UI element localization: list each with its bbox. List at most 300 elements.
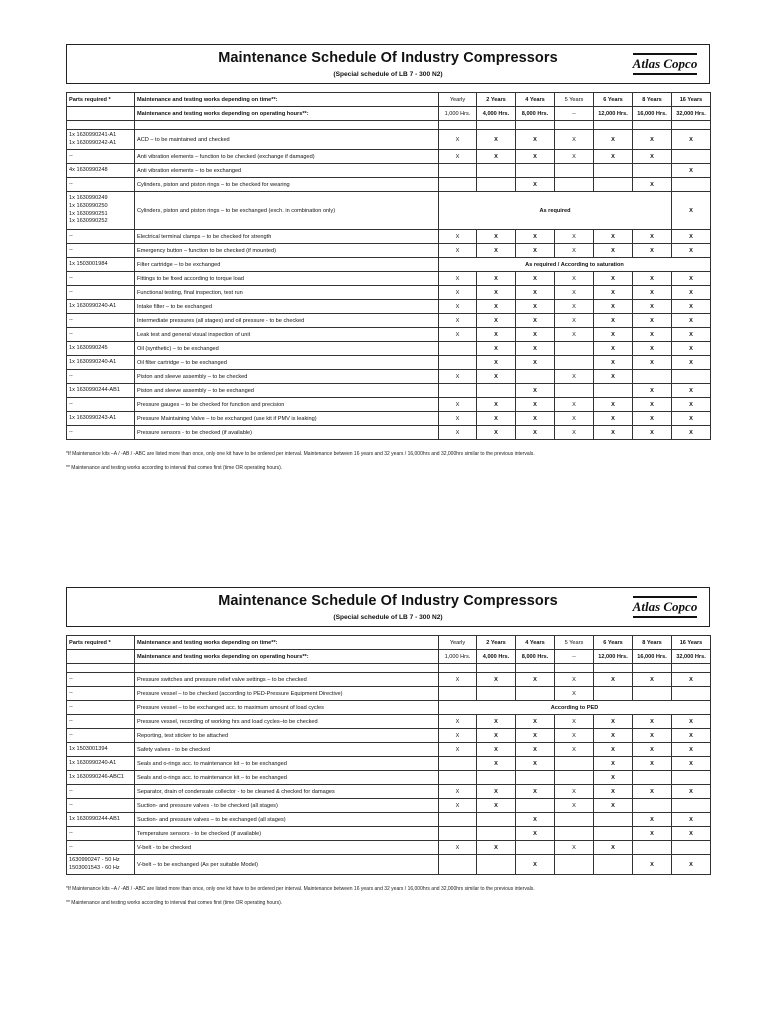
part-number: --: [69, 428, 73, 435]
mark-cell: X: [516, 827, 555, 841]
table-row: [67, 398, 711, 412]
hours-cell: 4,000 Hrs.: [477, 650, 516, 664]
hours-header: Maintenance and testing works depending on operating hours**:: [135, 107, 439, 121]
parts-cell: [67, 687, 135, 701]
parts-cell: [67, 673, 135, 687]
task-cell: Reporting, test sticker to be attached: [135, 729, 439, 743]
part-number: --: [69, 689, 73, 696]
mark-cell: X: [439, 412, 477, 426]
mark-cell: X: [477, 150, 516, 164]
mark-cell: X: [594, 771, 633, 785]
table-row: [67, 757, 711, 771]
mark-cell: X: [439, 328, 477, 342]
table-row: [67, 150, 711, 164]
mark-cell: X: [516, 314, 555, 328]
mark-cell: X: [555, 150, 594, 164]
task-cell: Pressure sensors - to be checked (if available): [135, 426, 439, 440]
mark-cell: X: [633, 356, 672, 370]
mark-cell: [633, 370, 672, 384]
hours-cell: 8,000 Hrs.: [516, 650, 555, 664]
mark-cell: X: [594, 244, 633, 258]
footnote-interval: ** Maintenance and testing works according to interval that comes first (time OR operating hours).: [66, 465, 283, 471]
interval-header: 5 Years: [555, 636, 594, 650]
parts-cell: [67, 729, 135, 743]
parts-cell: [67, 286, 135, 300]
parts-header-blank: [67, 650, 135, 664]
mark-cell: [439, 687, 477, 701]
mark-cell: X: [477, 314, 516, 328]
interval-header: 16 Years: [672, 636, 711, 650]
mark-cell: X: [516, 300, 555, 314]
part-number: --: [69, 717, 73, 724]
task-cell: Pressure vessel, recording of working hrs and load cycles–to be checked: [135, 715, 439, 729]
mark-cell: X: [439, 743, 477, 757]
mark-cell: [516, 799, 555, 813]
atlas-copco-logo: Atlas Copco: [625, 593, 705, 621]
task-cell: Pressure vessel – to be checked (according to PED-Pressure Equipment Directive): [135, 687, 439, 701]
mark-cell: X: [516, 757, 555, 771]
header-row-hours: [67, 650, 711, 664]
parts-cell: [67, 258, 135, 272]
mark-cell: X: [633, 286, 672, 300]
mark-cell: [439, 164, 477, 178]
mark-cell: [594, 827, 633, 841]
mark-cell: X: [477, 673, 516, 687]
part-number: 1x 1630990250: [69, 202, 108, 209]
parts-cell: [67, 150, 135, 164]
mark-cell: X: [439, 150, 477, 164]
part-number: 1x 1630990241-A1: [69, 131, 117, 138]
part-number: --: [69, 274, 73, 281]
task-cell: Pressure switches and pressure relief valve settings – to be checked: [135, 673, 439, 687]
task-cell: Seals and o-rings acc. to maintenance kit – to be exchanged: [135, 757, 439, 771]
mark-cell: X: [633, 729, 672, 743]
mark-cell: X: [672, 384, 711, 398]
mark-cell: X: [633, 426, 672, 440]
mark-cell: X: [516, 412, 555, 426]
maintenance-table: [66, 92, 711, 440]
mark-cell: [516, 771, 555, 785]
mark-cell: X: [516, 729, 555, 743]
mark-cell: X: [477, 757, 516, 771]
mark-cell: X: [672, 855, 711, 875]
interval-header: 6 Years: [594, 93, 633, 107]
interval-header: 6 Years: [594, 636, 633, 650]
mark-cell: X: [594, 715, 633, 729]
header-row-time: [67, 636, 711, 650]
part-number: 1x 1630990243-A1: [69, 414, 117, 421]
mark-cell: X: [516, 286, 555, 300]
mark-cell: [555, 813, 594, 827]
mark-cell: [672, 771, 711, 785]
mark-cell: X: [516, 855, 555, 875]
task-cell: Cylinders, piston and piston rings – to be exchanged (exch. in combination only): [135, 192, 439, 230]
part-number: --: [69, 316, 73, 323]
mark-cell: X: [439, 785, 477, 799]
mark-cell: X: [672, 272, 711, 286]
mark-cell: [477, 384, 516, 398]
mark-cell: X: [594, 150, 633, 164]
part-number: 1x 1630990249: [69, 195, 108, 202]
table-row: [67, 230, 711, 244]
mark-cell: X: [594, 743, 633, 757]
mark-cell: X: [477, 412, 516, 426]
mark-cell: X: [633, 715, 672, 729]
mark-cell: X: [477, 328, 516, 342]
mark-cell: X: [633, 314, 672, 328]
part-number: --: [69, 232, 73, 239]
mark-cell: [555, 164, 594, 178]
mark-cell: [633, 771, 672, 785]
mark-cell: X: [516, 328, 555, 342]
table-row: [67, 178, 711, 192]
time-header: Maintenance and testing works depending on time**:: [135, 93, 439, 107]
mark-cell: X: [594, 841, 633, 855]
mark-cell: X: [555, 230, 594, 244]
mark-cell: X: [633, 272, 672, 286]
mark-cell: X: [477, 370, 516, 384]
part-number: --: [69, 843, 73, 850]
table-row: [67, 192, 711, 230]
table-row: [67, 855, 711, 875]
table-row: [67, 272, 711, 286]
parts-header: Parts required *: [67, 93, 135, 107]
mark-cell: X: [594, 785, 633, 799]
mark-cell: X: [672, 300, 711, 314]
part-number: 1x 1630990246-ABC1: [69, 773, 125, 780]
mark-cell: X: [439, 300, 477, 314]
mark-cell: X: [477, 799, 516, 813]
mark-cell: X: [555, 715, 594, 729]
task-cell: Pressure gauges – to be checked for function and precision: [135, 398, 439, 412]
mark-cell: X: [439, 841, 477, 855]
mark-cell: X: [555, 130, 594, 150]
mark-cell: [633, 841, 672, 855]
table-row: [67, 300, 711, 314]
part-number: 1x 1503001984: [69, 260, 108, 267]
mark-cell: X: [555, 286, 594, 300]
mark-cell: X: [439, 314, 477, 328]
hours-cell: 32,000 Hrs.: [672, 650, 711, 664]
mark-cell: X: [633, 855, 672, 875]
task-cell: Anti vibration elements – function to be checked (exchange if damaged): [135, 150, 439, 164]
mark-cell: X: [477, 272, 516, 286]
task-cell: Piston and sleeve assembly – to be exchanged: [135, 384, 439, 398]
spacer-row: [67, 664, 711, 673]
mark-cell: X: [633, 342, 672, 356]
parts-cell: [67, 757, 135, 771]
mark-cell: [477, 855, 516, 875]
mark-cell: X: [633, 412, 672, 426]
mark-cell: X: [477, 715, 516, 729]
parts-cell: [67, 164, 135, 178]
part-number: --: [69, 246, 73, 253]
mark-cell: X: [439, 398, 477, 412]
mark-cell: X: [594, 757, 633, 771]
parts-cell: [67, 715, 135, 729]
parts-cell: [67, 813, 135, 827]
parts-cell: [67, 743, 135, 757]
time-header: Maintenance and testing works depending on time**:: [135, 636, 439, 650]
hours-cell: 4,000 Hrs.: [477, 107, 516, 121]
span-note-cell: According to PED: [439, 701, 711, 715]
part-number: 1x 1630990244-AB1: [69, 815, 121, 822]
mark-cell: X: [555, 687, 594, 701]
mark-cell: X: [672, 286, 711, 300]
part-number: --: [69, 372, 73, 379]
mark-cell: X: [633, 300, 672, 314]
part-number: --: [69, 400, 73, 407]
task-cell: V-belt – to be exchanged (As per suitable Model): [135, 855, 439, 875]
task-cell: Leak test and general visual inspection of unit: [135, 328, 439, 342]
parts-cell: [67, 192, 135, 230]
hours-cell: 1,000 Hrs.: [439, 107, 477, 121]
mark-cell: X: [477, 230, 516, 244]
table-row: [67, 258, 711, 272]
schedule-title: Maintenance Schedule Of Industry Compressors: [218, 593, 558, 609]
mark-cell: X: [555, 314, 594, 328]
mark-cell: X: [672, 230, 711, 244]
mark-cell: X: [672, 813, 711, 827]
mark-cell: [439, 855, 477, 875]
schedule-title: Maintenance Schedule Of Industry Compressors: [218, 50, 558, 66]
mark-cell: X: [633, 785, 672, 799]
mark-cell: [477, 687, 516, 701]
footnote-interval: ** Maintenance and testing works according to interval that comes first (time OR operating hours).: [66, 900, 283, 906]
mark-cell: X: [633, 673, 672, 687]
mark-cell: X: [672, 130, 711, 150]
table-row: [67, 729, 711, 743]
mark-cell: X: [516, 272, 555, 286]
part-number: --: [69, 787, 73, 794]
mark-cell: X: [672, 398, 711, 412]
mark-cell: X: [633, 178, 672, 192]
task-cell: Cylinders, piston and piston rings – to be checked for wearing: [135, 178, 439, 192]
mark-cell: X: [633, 813, 672, 827]
parts-cell: [67, 799, 135, 813]
interval-header: 2 Years: [477, 636, 516, 650]
mark-cell: X: [672, 164, 711, 178]
table-row: [67, 715, 711, 729]
mark-cell: [555, 342, 594, 356]
parts-cell: [67, 272, 135, 286]
parts-cell: [67, 230, 135, 244]
mark-cell: X: [594, 286, 633, 300]
mark-cell: X: [672, 356, 711, 370]
mark-cell: [555, 356, 594, 370]
mark-cell: [439, 813, 477, 827]
spacer-row: [67, 121, 711, 130]
mark-cell: X: [477, 743, 516, 757]
task-cell: ACD – to be maintained and checked: [135, 130, 439, 150]
mark-cell: X: [633, 827, 672, 841]
mark-cell: X: [672, 328, 711, 342]
task-cell: Functional testing, final inspection, test run: [135, 286, 439, 300]
footnote-kits: *If Maintenance kits –A / -AB / -ABC are listed more than once, only one kit have to be ordered per interval. Maintenance between 16 years and 32 years / 16,000hrs and 32,000hrs similar to the previous intervals.: [66, 451, 535, 457]
hours-cell: 12,000 Hrs.: [594, 107, 633, 121]
part-number: --: [69, 731, 73, 738]
mark-cell: [477, 164, 516, 178]
task-cell: Emergency button – function to be checked (if mounted): [135, 244, 439, 258]
mark-cell: [633, 687, 672, 701]
mark-cell: X: [672, 715, 711, 729]
footnote-kits: *If Maintenance kits –A / -AB / -ABC are listed more than once, only one kit have to be ordered per interval. Maintenance between 16 years and 32 years / 16,000hrs and 32,000hrs similar to the previous intervals.: [66, 886, 535, 892]
mark-cell: X: [672, 244, 711, 258]
mark-cell: [594, 855, 633, 875]
task-cell: Oil filter cartridge – to be exchanged: [135, 356, 439, 370]
mark-cell: X: [516, 743, 555, 757]
hours-cell: --: [555, 650, 594, 664]
parts-cell: [67, 785, 135, 799]
mark-cell: [672, 370, 711, 384]
interval-header: 2 Years: [477, 93, 516, 107]
mark-cell: X: [672, 827, 711, 841]
mark-cell: X: [672, 743, 711, 757]
part-number: 4x 1630990248: [69, 166, 108, 173]
mark-cell: [516, 687, 555, 701]
table-row: [67, 841, 711, 855]
parts-cell: [67, 771, 135, 785]
mark-cell: [555, 757, 594, 771]
mark-cell: [477, 813, 516, 827]
mark-cell: X: [439, 370, 477, 384]
hours-header: Maintenance and testing works depending on operating hours**:: [135, 650, 439, 664]
mark-cell: X: [633, 328, 672, 342]
parts-cell: [67, 328, 135, 342]
parts-cell: [67, 178, 135, 192]
mark-cell: X: [555, 300, 594, 314]
mark-cell: X: [555, 412, 594, 426]
mark-cell: X: [594, 328, 633, 342]
mark-cell: X: [594, 356, 633, 370]
mark-cell: X: [555, 272, 594, 286]
part-number: 1x 1630990252: [69, 218, 108, 225]
hours-cell: 16,000 Hrs.: [633, 650, 672, 664]
mark-cell: X: [594, 398, 633, 412]
mark-cell: [555, 827, 594, 841]
mark-cell: X: [594, 426, 633, 440]
table-row: [67, 673, 711, 687]
mark-cell: X: [439, 230, 477, 244]
part-number: 1x 1630990251: [69, 210, 108, 217]
mark-cell: X: [633, 244, 672, 258]
mark-cell: X: [516, 342, 555, 356]
mark-cell: X: [672, 785, 711, 799]
table-row: [67, 314, 711, 328]
mark-cell: X: [477, 426, 516, 440]
mark-cell: X: [672, 673, 711, 687]
table-row: [67, 412, 711, 426]
mark-cell: [633, 799, 672, 813]
mark-cell: [594, 384, 633, 398]
table-row: [67, 743, 711, 757]
mark-cell: X: [555, 426, 594, 440]
schedule-header: [66, 587, 710, 627]
mark-cell: [439, 178, 477, 192]
table-row: [67, 164, 711, 178]
parts-cell: [67, 356, 135, 370]
mark-cell: X: [555, 743, 594, 757]
task-cell: Seals and o-rings acc. to maintenance kit – to be exchanged: [135, 771, 439, 785]
mark-cell: X: [594, 272, 633, 286]
mark-cell: [555, 771, 594, 785]
parts-cell: [67, 701, 135, 715]
interval-header: 8 Years: [633, 93, 672, 107]
task-cell: Fittings to be fixed according to torque load: [135, 272, 439, 286]
mark-cell: X: [555, 244, 594, 258]
hours-cell: 8,000 Hrs.: [516, 107, 555, 121]
interval-header: Yearly: [439, 93, 477, 107]
task-cell: Temperature sensors - to be checked (if available): [135, 827, 439, 841]
mark-cell: [439, 757, 477, 771]
mark-cell: X: [633, 398, 672, 412]
mark-cell: [594, 178, 633, 192]
mark-cell: X: [672, 729, 711, 743]
mark-cell: X: [516, 384, 555, 398]
task-cell: Intake filter – to be exchanged: [135, 300, 439, 314]
hours-cell: --: [555, 107, 594, 121]
mark-cell: X: [594, 370, 633, 384]
mark-cell: X: [477, 785, 516, 799]
mark-cell: X: [477, 300, 516, 314]
hours-cell: 1,000 Hrs.: [439, 650, 477, 664]
span-note-cell: As required / According to saturation: [439, 258, 711, 272]
table-row: [67, 701, 711, 715]
mark-cell: X: [516, 398, 555, 412]
mark-cell: X: [516, 230, 555, 244]
hours-cell: 12,000 Hrs.: [594, 650, 633, 664]
part-number: --: [69, 330, 73, 337]
mark-cell: X: [633, 150, 672, 164]
table-row: [67, 286, 711, 300]
task-cell: Filter cartridge – to be exchanged: [135, 258, 439, 272]
task-cell: Pressure Maintaining Valve – to be exchanged (use kit if PMV is leaking): [135, 412, 439, 426]
mark-cell: [439, 342, 477, 356]
table-row: [67, 827, 711, 841]
schedule-subtitle: (Special schedule of LB 7 - 300 N2): [333, 71, 443, 78]
task-cell: Suction- and pressure valves – to be exchanged (all stages): [135, 813, 439, 827]
mark-cell: [439, 356, 477, 370]
mark-cell: X: [594, 314, 633, 328]
parts-cell: [67, 426, 135, 440]
mark-cell: X: [516, 356, 555, 370]
parts-cell: [67, 244, 135, 258]
table-row: [67, 356, 711, 370]
mark-cell: X: [594, 230, 633, 244]
mark-cell: X: [633, 384, 672, 398]
parts-cell: [67, 412, 135, 426]
mark-cell: [439, 827, 477, 841]
part-number: 1x 1503001394: [69, 745, 108, 752]
schedule-subtitle: (Special schedule of LB 7 - 300 N2): [333, 614, 443, 621]
mark-cell: X: [672, 757, 711, 771]
interval-header: 16 Years: [672, 93, 711, 107]
mark-cell: [516, 841, 555, 855]
mark-cell: X: [555, 841, 594, 855]
part-number: 1x 1630990242-A1: [69, 139, 117, 146]
table-row: [67, 687, 711, 701]
table-row: [67, 799, 711, 813]
parts-cell: [67, 370, 135, 384]
part-number: 1630990247 - 50 Hz: [69, 856, 120, 863]
part-number: --: [69, 288, 73, 295]
mark-cell: [555, 384, 594, 398]
mark-cell: X: [594, 130, 633, 150]
schedule-section-2: [66, 587, 710, 906]
part-number: --: [69, 152, 73, 159]
mark-cell: [439, 384, 477, 398]
span-note-cell: As required: [439, 192, 672, 230]
